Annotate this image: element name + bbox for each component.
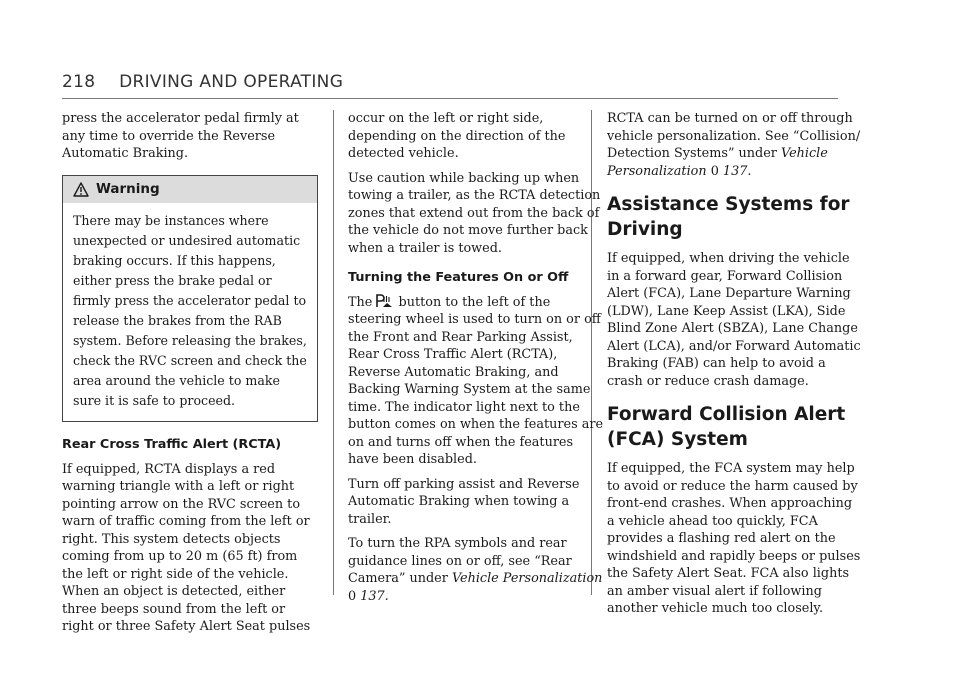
paragraph: Use caution while backing up when towing a trailer, as the RCTA detection zones that extend out from the back of the vehicle do not move further back when a trailer is towed. bbox=[348, 170, 601, 256]
warning-box bbox=[62, 175, 318, 423]
page-reference[interactable]: 137. bbox=[360, 588, 389, 604]
warning-title: Warning bbox=[96, 180, 160, 197]
paragraph: The button to the left of the steering wheel is used to turn on or off the Front and Rear Parking Assist, Rear Cross Traffic Alert (RCTA), Reverse Automatic Braking, and Backing Warning System at the same time. The indicator light next to the button comes on when the features are on and turns off when the features have been disabled. bbox=[348, 294, 604, 467]
page-reference[interactable]: 137. bbox=[722, 163, 752, 179]
ref-arrow-icon: 0 bbox=[710, 163, 719, 179]
paragraph: If equipped, the FCA system may help to avoid or reduce the harm caused by front-end crashes. When approaching a vehicle ahead too quickly, FCA provides a flashing red alert on the windshield and rapidly beeps or pulses the Safety Alert Seat. FCA also lights an amber visual alert if following another vehicle much too closely. bbox=[607, 461, 861, 616]
column-3 bbox=[607, 110, 863, 625]
column-1 bbox=[62, 110, 318, 643]
heading-turning-features: Turning the Features On or Off bbox=[348, 270, 569, 285]
heading-fca-system: Forward Collision Alert (FCA) System bbox=[607, 404, 846, 450]
warning-body: There may be instances where unexpected or undesired automatic braking occurs. If this happens, either press the brake pedal or firmly press the accelerator pedal to release the brakes from the RAB system. Before releasing the brakes, check the RVC screen and check the area around the vehicle to make sure it is safe to proceed. bbox=[73, 213, 307, 408]
park-assist-icon bbox=[376, 294, 394, 308]
paragraph: occur on the left or right side, depending on the direction of the detected vehicle. bbox=[348, 111, 566, 161]
paragraph: RCTA can be turned on or off through vehicle personalization. See “Collision/ Detection Systems” under Vehicle Personalization 0 137. bbox=[607, 111, 861, 179]
paragraph: If equipped, RCTA displays a red warning triangle with a left or right pointing arrow on the RVC screen to warn of traffic coming from the left or right. This system detects objects coming from up to 20 m (65 ft) from the left or right side of the vehicle. When an object is detected, either three beeps sound from the left or right or three Safety Alert Seat pulses bbox=[62, 461, 311, 634]
paragraph: press the accelerator pedal firmly at any time to override the Reverse Automatic Braking. bbox=[62, 111, 299, 161]
heading-assistance-systems: Assistance Systems for Driving bbox=[607, 194, 850, 240]
paragraph: Turn off parking assist and Reverse Automatic Braking when towing a trailer. bbox=[348, 476, 580, 527]
cross-reference[interactable]: Vehicle Personalization bbox=[451, 571, 603, 586]
column-divider bbox=[333, 110, 334, 595]
page-number: 218 bbox=[62, 72, 96, 92]
header-rule bbox=[62, 98, 838, 99]
section-title: DRIVING AND OPERATING bbox=[119, 72, 344, 92]
warning-triangle-icon bbox=[73, 182, 89, 197]
heading-rcta: Rear Cross Traffic Alert (RCTA) bbox=[62, 437, 282, 452]
warning-header bbox=[63, 176, 317, 204]
column-2 bbox=[348, 110, 604, 612]
ref-arrow-icon: 0 bbox=[348, 588, 357, 604]
page-header bbox=[62, 72, 838, 92]
cross-reference[interactable]: Vehicle Personalization bbox=[607, 146, 828, 179]
paragraph: To turn the RPA symbols and rear guidance lines on or off, see “Rear Camera” under Vehicle Personalization 0 137. bbox=[348, 536, 603, 604]
paragraph: If equipped, when driving the vehicle in a forward gear, Forward Collision Alert (FCA), Lane Departure Warning (LDW), Lane Keep Assist (LKA), Side Blind Zone Alert (SBZA), Lane Change Alert (LCA), and/or Forward Automatic Braking (FAB) can help to avoid a crash or reduce crash damage. bbox=[607, 251, 861, 389]
